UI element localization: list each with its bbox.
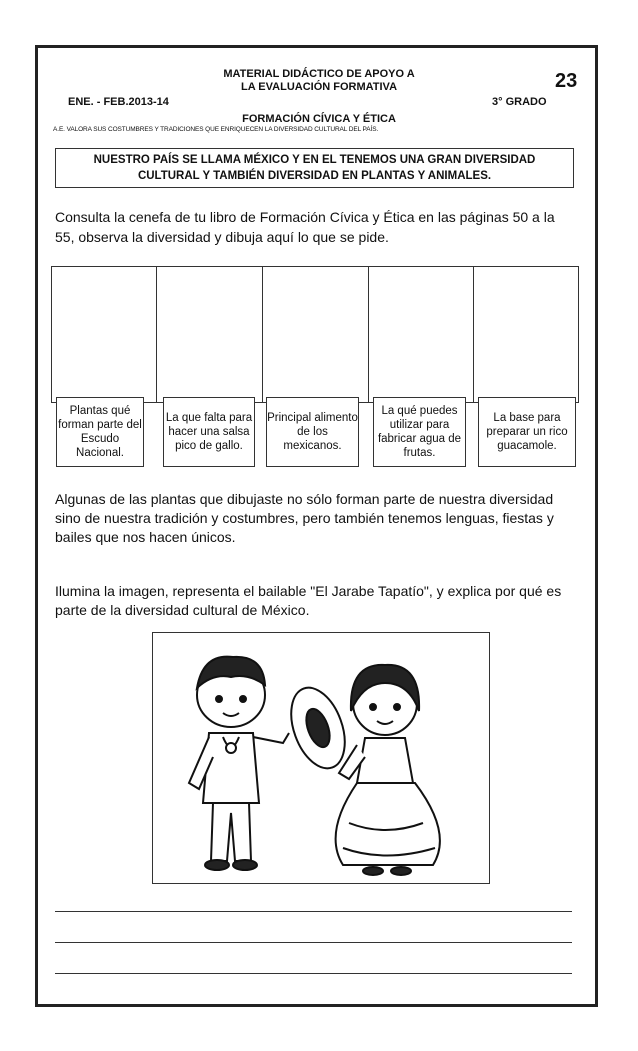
answer-line-3[interactable] — [55, 973, 572, 974]
topic-banner — [55, 148, 574, 188]
girl-blouse — [357, 738, 413, 783]
drawing-box-2[interactable] — [156, 266, 263, 403]
banner-line-2: CULTURAL Y TAMBIÉN DIVERSIDAD EN PLANTAS Y ANIMALES. — [137, 170, 492, 182]
subject-title: FORMACIÓN CÍVICA Y ÉTICA — [242, 113, 396, 125]
drawing-box-4[interactable] — [368, 266, 474, 403]
instruction-paragraph-1: Consulta la cenefa de tu libro de Formación Cívica y Ética en las páginas 50 a la 55, observa la diversidad y dibuja aquí lo que se pide. — [55, 209, 555, 245]
answer-line-2[interactable] — [55, 942, 572, 943]
drawing-box-3[interactable] — [262, 266, 369, 403]
drawing-caption-4: La qué puedes utilizar para fabricar agua de frutas. — [373, 397, 466, 467]
drawing-box-1[interactable] — [51, 266, 157, 403]
title-line-2: LA EVALUACIÓN FORMATIVA — [240, 81, 398, 93]
drawing-caption-2: La que falta para hacer una salsa pico de gallo. — [163, 397, 255, 467]
drawing-caption-1: Plantas qué forman parte del Escudo Nacional. — [56, 397, 144, 467]
boy-trousers — [211, 803, 251, 861]
jarabe-tapatio-illustration[interactable] — [152, 632, 490, 884]
grade-label: 3° GRADO — [492, 96, 547, 108]
boy-right-arm — [253, 733, 289, 743]
title-line-1: MATERIAL DIDÁCTICO DE APOYO A — [223, 68, 415, 80]
instruction-paragraph-3: Ilumina la imagen, representa el bailable "El Jarabe Tapatío", y explica por qué es parte de la diversidad cultural de México. — [55, 583, 562, 618]
drawing-boxes-row — [51, 266, 579, 403]
instruction-paragraph-2: Algunas de las plantas que dibujaste no sólo forman parte de nuestra diversidad sino de nuestra tradición y costumbres, pero también tenemos lenguas, fiestas y bailes que nos hacen únicos. — [55, 491, 554, 545]
dancers-drawing — [153, 633, 488, 882]
banner-line-1: NUESTRO PAÍS SE LLAMA MÉXICO Y EN EL TENEMOS UNA GRAN DIVERSIDAD — [93, 154, 536, 166]
drawing-box-5[interactable] — [473, 266, 579, 403]
drawing-caption-3: Principal alimento de los mexicanos. — [266, 397, 359, 467]
learning-expectation: A.E. VALORA SUS COSTUMBRES Y TRADICIONES QUE ENRIQUECEN LA DIVERSIDAD CULTURAL DEL PAÍS. — [53, 126, 379, 133]
answer-line-1[interactable] — [55, 911, 572, 912]
document-title — [0, 68, 638, 94]
date-range: ENE. - FEB.2013-14 — [68, 96, 169, 108]
drawing-caption-5: La base para preparar un rico guacamole. — [478, 397, 576, 467]
page-number: 23 — [555, 70, 578, 92]
